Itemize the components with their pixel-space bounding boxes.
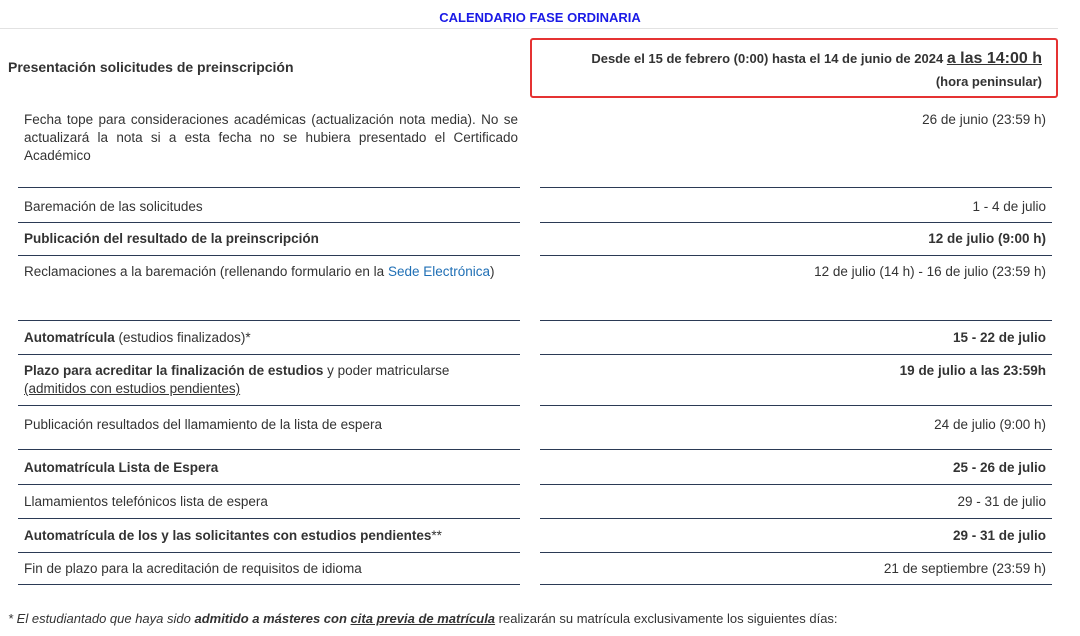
row-divider <box>18 518 520 519</box>
row-academic-deadline-label: Fecha tope para consideraciones académicas (actualización nota media). No se actualizará la nota si a esta fecha no se hubiera presentado el Certificado Académico <box>24 112 518 163</box>
row-divider <box>18 222 520 223</box>
row-divider <box>540 255 1052 256</box>
row-results-date: 12 de julio (9:00 h) <box>928 231 1046 246</box>
row-waitlist-automatricula-label: Automatrícula Lista de Espera <box>24 460 219 475</box>
claims-text-end: ) <box>490 264 495 279</box>
deadline-note: (hora peninsular) <box>935 74 1042 89</box>
row-divider <box>540 320 1052 321</box>
row-divider <box>540 584 1052 585</box>
row-automatricula-label <box>24 329 518 347</box>
row-phone-calls-label: Llamamientos telefónicos lista de espera <box>24 494 268 509</box>
automatricula-rest: (estudios finalizados)* <box>114 330 251 345</box>
deadline-text <box>591 50 1042 68</box>
row-waitlist-results-label: Publicación resultados del llamamiento de la lista de espera <box>24 417 382 432</box>
row-results-label: Publicación del resultado de la preinscripción <box>24 231 319 246</box>
row-divider <box>540 354 1052 355</box>
title-divider <box>0 28 1058 29</box>
row-divider <box>18 320 520 321</box>
row-divider <box>540 552 1052 553</box>
row-divider <box>540 518 1052 519</box>
highlighted-deadline-box <box>530 38 1058 98</box>
footnote <box>8 611 838 626</box>
row-divider <box>18 255 520 256</box>
row-automatricula-date: 15 - 22 de julio <box>952 330 1046 345</box>
calendar-title: CALENDARIO FASE ORDINARIA <box>439 10 641 25</box>
accreditation-rest: y poder matricularse <box>323 363 450 378</box>
row-baremation-date: 1 - 4 de julio <box>972 199 1046 214</box>
row-divider <box>18 552 520 553</box>
row-divider <box>18 484 520 485</box>
automatricula-bold: Automatrícula <box>24 330 115 345</box>
row-claims-date: 12 de julio (14 h) - 16 de julio (23:59 h) <box>814 264 1046 279</box>
row-divider <box>540 187 1052 188</box>
footnote-part2: admitido a másteres con <box>194 611 351 626</box>
deadline-range: Desde el 15 de febrero (0:00) hasta el 14 de junio de 2024 <box>591 51 944 66</box>
row-language-date: 21 de septiembre (23:59 h) <box>883 561 1046 576</box>
row-divider <box>18 449 520 450</box>
row-divider <box>18 354 520 355</box>
row-claims-label <box>24 263 518 281</box>
accreditation-bold: Plazo para acreditar la finalización de estudios <box>24 363 324 378</box>
row-phone-calls-date: 29 - 31 de julio <box>957 494 1046 509</box>
row-baremation-label: Baremación de las solicitudes <box>24 199 203 214</box>
preinscription-label: Presentación solicitudes de preinscripción <box>8 59 294 75</box>
cita-previa-link[interactable]: cita previa de matrícula <box>350 611 496 626</box>
pending-studies-link[interactable]: (admitidos con estudios pendientes) <box>24 381 241 396</box>
pending-automatricula-text: Automatrícula de los y las solicitantes con estudios pendientes <box>24 528 432 543</box>
sede-electronica-link[interactable]: Sede Electrónica <box>387 264 491 279</box>
row-waitlist-automatricula-date: 25 - 26 de julio <box>952 460 1046 475</box>
row-pending-automatricula-label <box>24 527 518 545</box>
row-divider <box>540 449 1052 450</box>
row-divider <box>540 484 1052 485</box>
row-accreditation-date: 19 de julio a las 23:59h <box>899 363 1046 378</box>
row-accreditation-label <box>24 362 518 398</box>
row-academic-deadline-date: 26 de junio (23:59 h) <box>922 112 1046 127</box>
row-divider <box>540 405 1052 406</box>
pending-automatricula-suffix: ** <box>431 528 442 543</box>
deadline-time: a las 14:00 h <box>946 50 1042 67</box>
claims-text: Reclamaciones a la baremación (rellenando formulario en la <box>24 264 388 279</box>
row-divider <box>18 584 520 585</box>
footnote-part1: * El estudiantado que haya sido <box>8 611 195 626</box>
row-language-label: Fin de plazo para la acreditación de requisitos de idioma <box>24 561 362 576</box>
row-divider <box>540 222 1052 223</box>
row-divider <box>18 187 520 188</box>
row-divider <box>18 405 520 406</box>
row-pending-automatricula-date: 29 - 31 de julio <box>952 528 1046 543</box>
footnote-part4: realizarán su matrícula exclusivamente los siguientes días: <box>495 611 838 626</box>
row-waitlist-results-date: 24 de julio (9:00 h) <box>934 417 1046 432</box>
